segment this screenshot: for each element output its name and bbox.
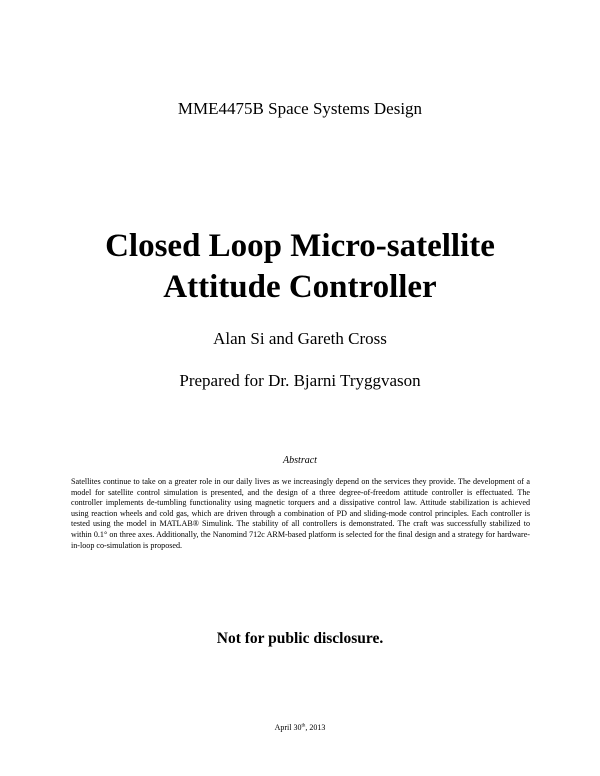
authors: Alan Si and Gareth Cross	[213, 329, 387, 348]
paper-title	[0, 226, 600, 308]
disclosure-notice: Not for public disclosure.	[216, 630, 384, 647]
date-month-day: April 30	[274, 723, 302, 732]
date	[0, 722, 600, 733]
abstract-body: Satellites continue to take on a greater role in our daily lives as we increasingly depend on the services they provide. The development of a model for satellite control simulation is presented, and the design of a three degree-of-freedom attitude controller is effectuated. The controller implements de-tumbling functionality using magnetic torquers and a dissipative control law. Attitude stabilization is achieved using reaction wheels and cold gas, which are driven through a combination of PD and sliding-mode control principles. Each controller is tested using the model in MATLAB® Simulink. The stability of all controllers is demonstrated. The craft was successfully stabilized to within 0.1° on three axes. Additionally, the Nanomind 712c ARM-based platform is selected for the final design and a strategy for hardware-in-loop co-simulation is proposed.	[71, 477, 530, 550]
abstract-heading: Abstract	[283, 455, 317, 466]
prepared-for: Prepared for Dr. Bjarni Tryggvason	[179, 371, 421, 390]
date-ordinal-suffix: th	[301, 723, 306, 729]
paper-title-line-1: Closed Loop Micro-satellite	[105, 228, 495, 264]
course-name: MME4475B Space Systems Design	[177, 99, 423, 118]
date-year: , 2013	[305, 723, 326, 732]
paper-title-line-2: Attitude Controller	[163, 269, 437, 305]
